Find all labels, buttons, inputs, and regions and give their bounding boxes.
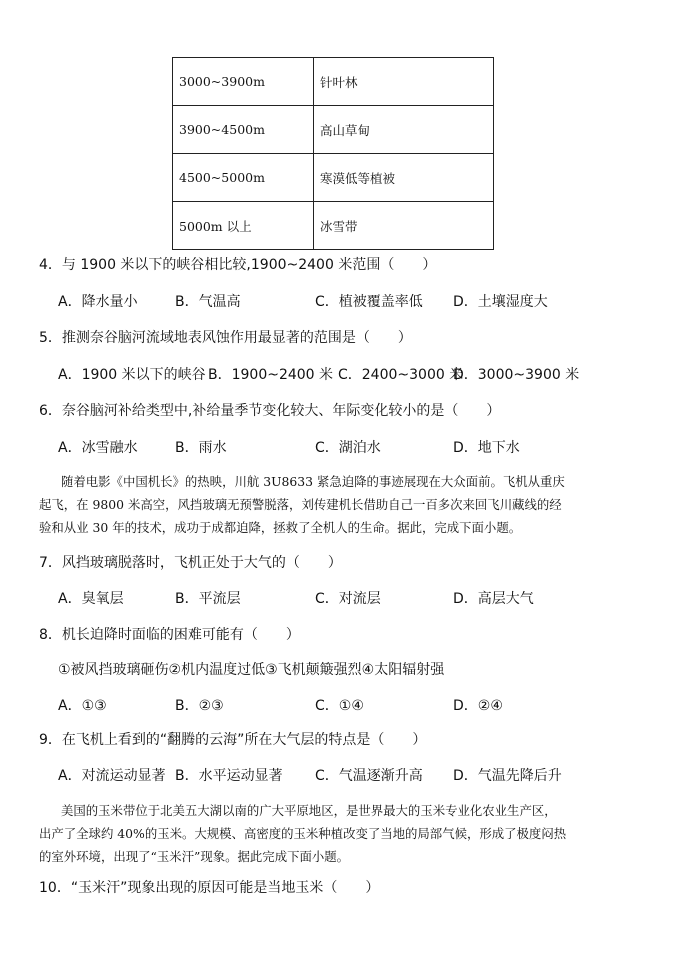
- question-5-option-b[interactable]: B．1900~2400 米: [208, 367, 334, 383]
- question-8-option-a[interactable]: A．①③: [58, 698, 107, 714]
- question-6-option-a[interactable]: A．冰雪融水: [58, 440, 138, 456]
- vegetation-cell: 寒漠低等植被: [314, 154, 494, 202]
- question-4-option-c[interactable]: C．植被覆盖率低: [315, 294, 423, 310]
- table-row: [173, 58, 494, 106]
- passage-2-line: 出产了全球约 40%的玉米。大规模、高密度的玉米种植改变了当地的局部气候，形成了极度闷热: [39, 826, 567, 841]
- question-7-option-a[interactable]: A．臭氧层: [58, 591, 124, 607]
- altitude-vegetation-table: [172, 57, 494, 250]
- altitude-cell: 3000~3900m: [173, 58, 314, 106]
- passage-2-line: 的室外环境，出现了“玉米汗”现象。据此完成下面小题。: [39, 849, 350, 864]
- question-6-option-d[interactable]: D．地下水: [453, 440, 520, 456]
- question-5-option-d[interactable]: D．3000~3900 米: [453, 367, 580, 383]
- question-9-option-d[interactable]: D．气温先降后升: [453, 768, 562, 784]
- question-6-stem: 6．奈谷脑河补给类型中,补给量季节变化较大、年际变化较小的是（ ）: [39, 403, 501, 419]
- question-9-option-a[interactable]: A．对流运动显著: [58, 768, 166, 784]
- question-8-statements: ①被风挡玻璃砸伤②机内温度过低③飞机颠簸强烈④太阳辐射强: [58, 662, 445, 678]
- question-4-option-b[interactable]: B．气温高: [175, 294, 241, 310]
- question-7-option-b[interactable]: B．平流层: [175, 591, 241, 607]
- altitude-cell: 4500~5000m: [173, 154, 314, 202]
- question-6-option-c[interactable]: C．湖泊水: [315, 440, 381, 456]
- question-9-stem: 9．在飞机上看到的“翻腾的云海”所在大气层的特点是（ ）: [39, 732, 427, 748]
- vegetation-cell: 针叶林: [314, 58, 494, 106]
- question-4-option-a[interactable]: A．降水量小: [58, 294, 138, 310]
- question-5-option-c[interactable]: C．2400~3000 米: [338, 367, 464, 383]
- passage-1-line: 验和从业 30 年的技术，成功于成都迫降，拯救了全机人的生命。据此，完成下面小题。: [39, 520, 522, 535]
- question-7-option-d[interactable]: D．高层大气: [453, 591, 534, 607]
- question-8-option-c[interactable]: C．①④: [315, 698, 364, 714]
- question-10-stem: 10．“玉米汗”现象出现的原因可能是当地玉米（ ）: [39, 880, 380, 896]
- altitude-cell: 5000m 以上: [173, 202, 314, 250]
- table-row: [173, 202, 494, 250]
- question-5-stem: 5．推测奈谷脑河流域地表风蚀作用最显著的范围是（ ）: [39, 330, 412, 346]
- question-9-option-b[interactable]: B．水平运动显著: [175, 768, 283, 784]
- question-8-option-d[interactable]: D．②④: [453, 698, 503, 714]
- question-6-option-b[interactable]: B．雨水: [175, 440, 227, 456]
- table-row: [173, 154, 494, 202]
- question-4-stem: 4．与 1900 米以下的峡谷相比较,1900~2400 米范围（ ）: [39, 257, 437, 273]
- question-8-option-b[interactable]: B．②③: [175, 698, 224, 714]
- passage-1-line: 起飞，在 9800 米高空，风挡玻璃无预警脱落，刘传建机长借助自己一百多次来回飞川藏线的经: [39, 497, 562, 512]
- question-5-option-a[interactable]: A．1900 米以下的峡谷: [58, 367, 206, 383]
- vegetation-cell: 高山草甸: [314, 106, 494, 154]
- vegetation-cell: 冰雪带: [314, 202, 494, 250]
- table-row: [173, 106, 494, 154]
- question-7-stem: 7．风挡玻璃脱落时，飞机正处于大气的（ ）: [39, 555, 342, 571]
- question-8-stem: 8．机长迫降时面临的困难可能有（ ）: [39, 627, 300, 643]
- question-9-option-c[interactable]: C．气温逐渐升高: [315, 768, 423, 784]
- question-7-option-c[interactable]: C．对流层: [315, 591, 381, 607]
- passage-2-line: 美国的玉米带位于北美五大湖以南的广大平原地区，是世界最大的玉米专业化农业生产区，: [61, 803, 557, 818]
- altitude-cell: 3900~4500m: [173, 106, 314, 154]
- question-4-option-d[interactable]: D．土壤湿度大: [453, 294, 548, 310]
- passage-1-line: 随着电影《中国机长》的热映，川航 3U8633 紧急迫降的事迹展现在大众面前。飞机从重庆: [61, 474, 565, 489]
